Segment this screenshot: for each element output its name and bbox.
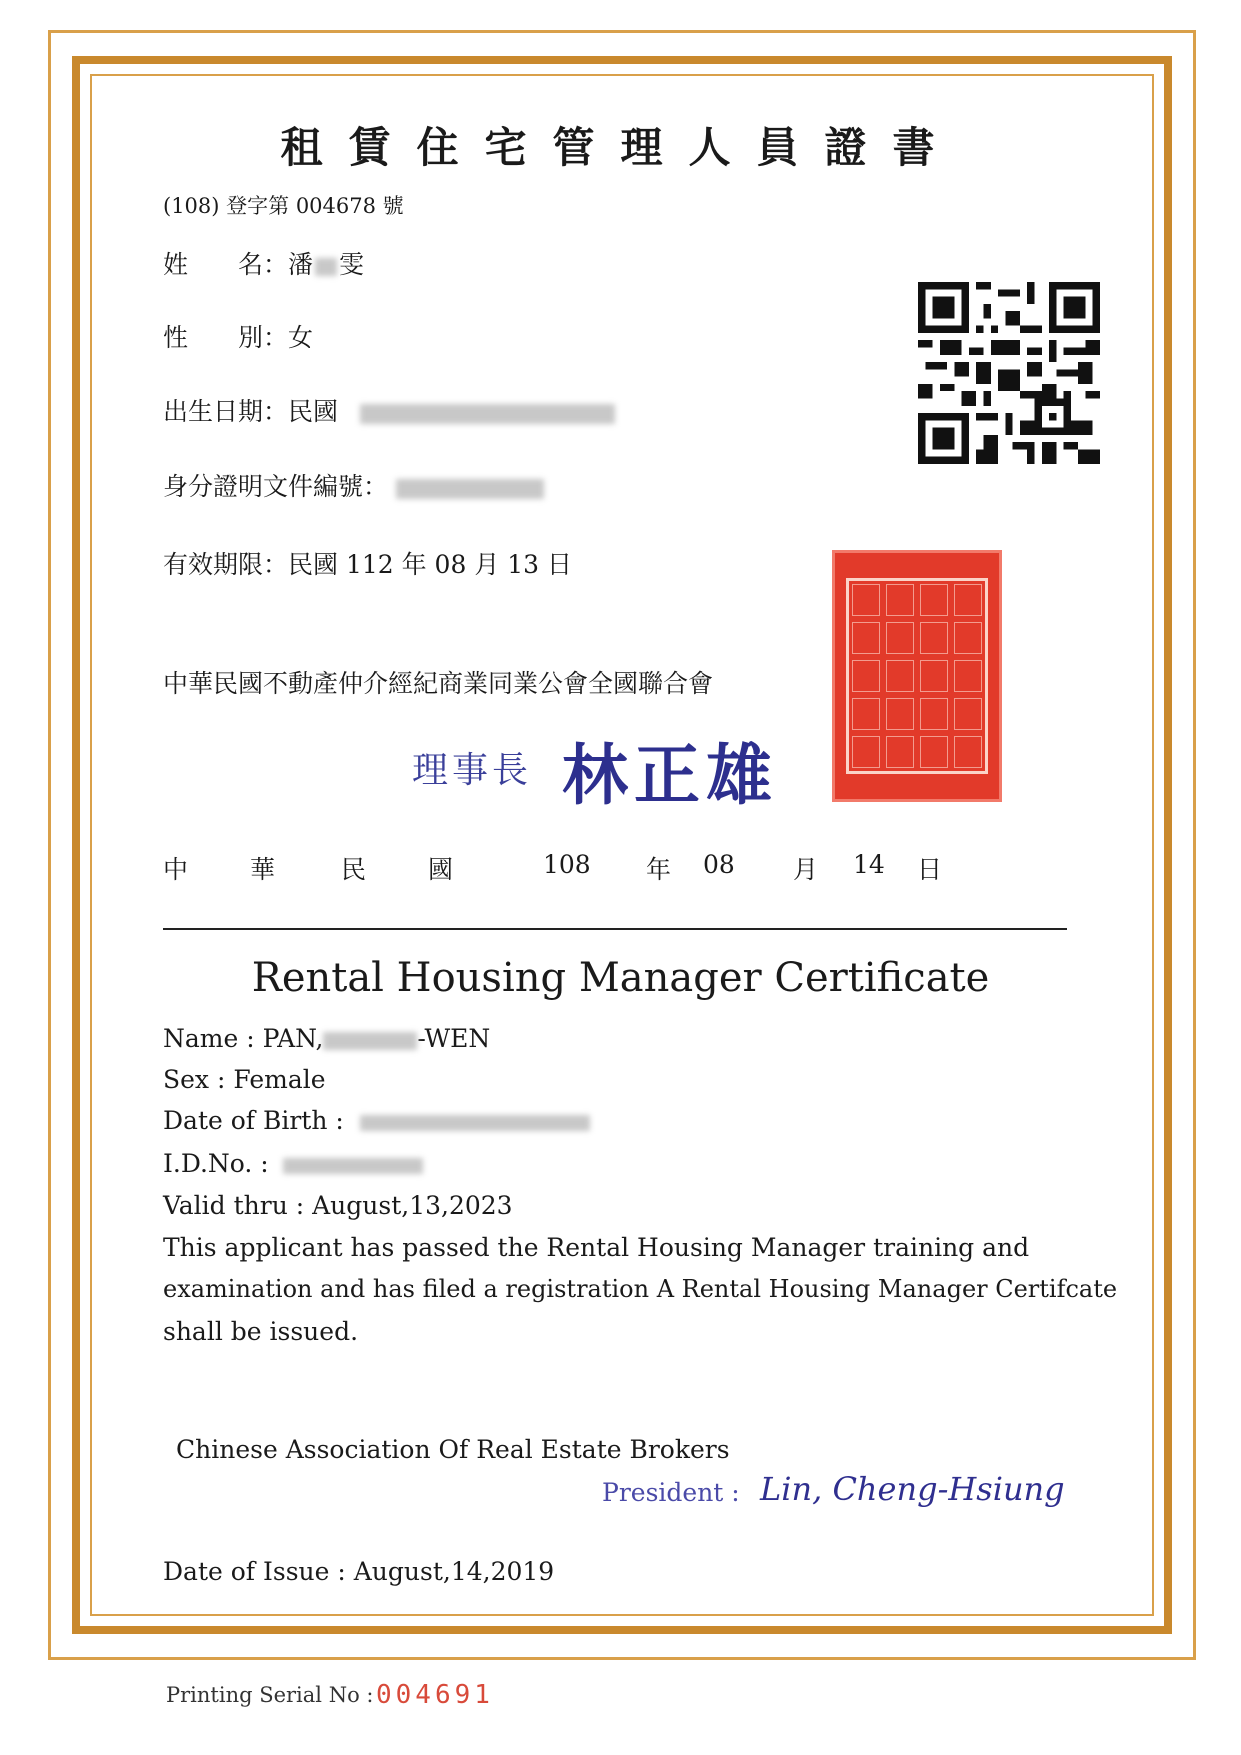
zh-name-label: 姓 名： <box>163 250 289 279</box>
zh-valid-until: 有效期限：民國 112 年 08 月 13 日 <box>163 550 573 579</box>
section-divider <box>163 928 1067 930</box>
en-id-label: I.D.No. : <box>163 1149 269 1178</box>
printing-serial-number: 004691 <box>376 1680 494 1710</box>
zh-name-first: 潘 <box>288 250 314 279</box>
en-id-row <box>163 1149 423 1178</box>
zh-date-char: 年 <box>646 855 672 884</box>
zh-registration-number: (108) 登字第 004678 號 <box>163 194 404 218</box>
zh-dob-row <box>163 392 615 428</box>
zh-date-char: 中 <box>163 855 189 884</box>
redacted-en-id <box>283 1158 423 1174</box>
en-valid-thru: Valid thru : August,13,2023 <box>163 1191 513 1220</box>
zh-id-row <box>163 467 544 503</box>
printing-serial-label: Printing Serial No : <box>166 1683 374 1707</box>
zh-dob-label: 出生日期：民國 <box>163 397 339 426</box>
en-dob-label: Date of Birth : <box>163 1106 344 1135</box>
redacted-dob <box>360 404 615 424</box>
zh-president-name: 林正雄 <box>562 736 778 814</box>
qr-code <box>918 282 1100 464</box>
zh-date-char: 日 <box>917 855 943 884</box>
en-name-prefix: Name : PAN, <box>163 1024 324 1053</box>
redacted-name-char <box>315 258 337 276</box>
en-body-line: examination and has filed a registration A Rental Housing Manager Certifcate <box>163 1275 1118 1303</box>
zh-date-char: 月 <box>793 855 819 884</box>
zh-name-row <box>163 245 364 281</box>
en-issue-date: Date of Issue : August,14,2019 <box>163 1557 555 1586</box>
zh-date-char: 華 <box>250 855 276 884</box>
zh-name-last: 雯 <box>339 250 365 279</box>
president-signature: Lin, Cheng-Hsiung <box>760 1470 1065 1508</box>
zh-date-char: 國 <box>428 855 454 884</box>
en-name-suffix: -WEN <box>417 1024 491 1053</box>
zh-date-month: 08 <box>703 850 735 879</box>
zh-issuing-organization: 中華民國不動產仲介經紀商業同業公會全國聯合會 <box>163 669 714 698</box>
official-red-seal <box>832 550 1002 802</box>
zh-date-char: 民 <box>341 855 367 884</box>
redacted-en-name <box>323 1032 417 1050</box>
en-body-line: shall be issued. <box>163 1317 359 1346</box>
en-dob-row <box>163 1106 590 1135</box>
en-issuing-organization: Chinese Association Of Real Estate Brokers <box>176 1435 730 1464</box>
zh-id-label: 身分證明文件編號： <box>163 472 389 501</box>
zh-sex-label: 性 別： <box>163 323 289 352</box>
zh-date-day: 14 <box>853 850 885 879</box>
en-name-row <box>163 1024 490 1053</box>
redacted-id <box>396 479 544 499</box>
zh-sex-row <box>163 318 313 354</box>
zh-president-title: 理事長 <box>412 750 533 791</box>
zh-date-year: 108 <box>543 850 591 879</box>
redacted-en-dob <box>360 1115 590 1131</box>
zh-certificate-title: 租賃住宅管理人員證書 <box>280 123 961 172</box>
en-body-line: This applicant has passed the Rental Housing Manager training and <box>163 1233 1030 1262</box>
zh-sex-value: 女 <box>288 323 314 352</box>
en-certificate-title: Rental Housing Manager Certificate <box>251 955 990 1001</box>
en-sex: Sex : Female <box>163 1065 326 1094</box>
en-president-label: President : <box>602 1478 740 1507</box>
